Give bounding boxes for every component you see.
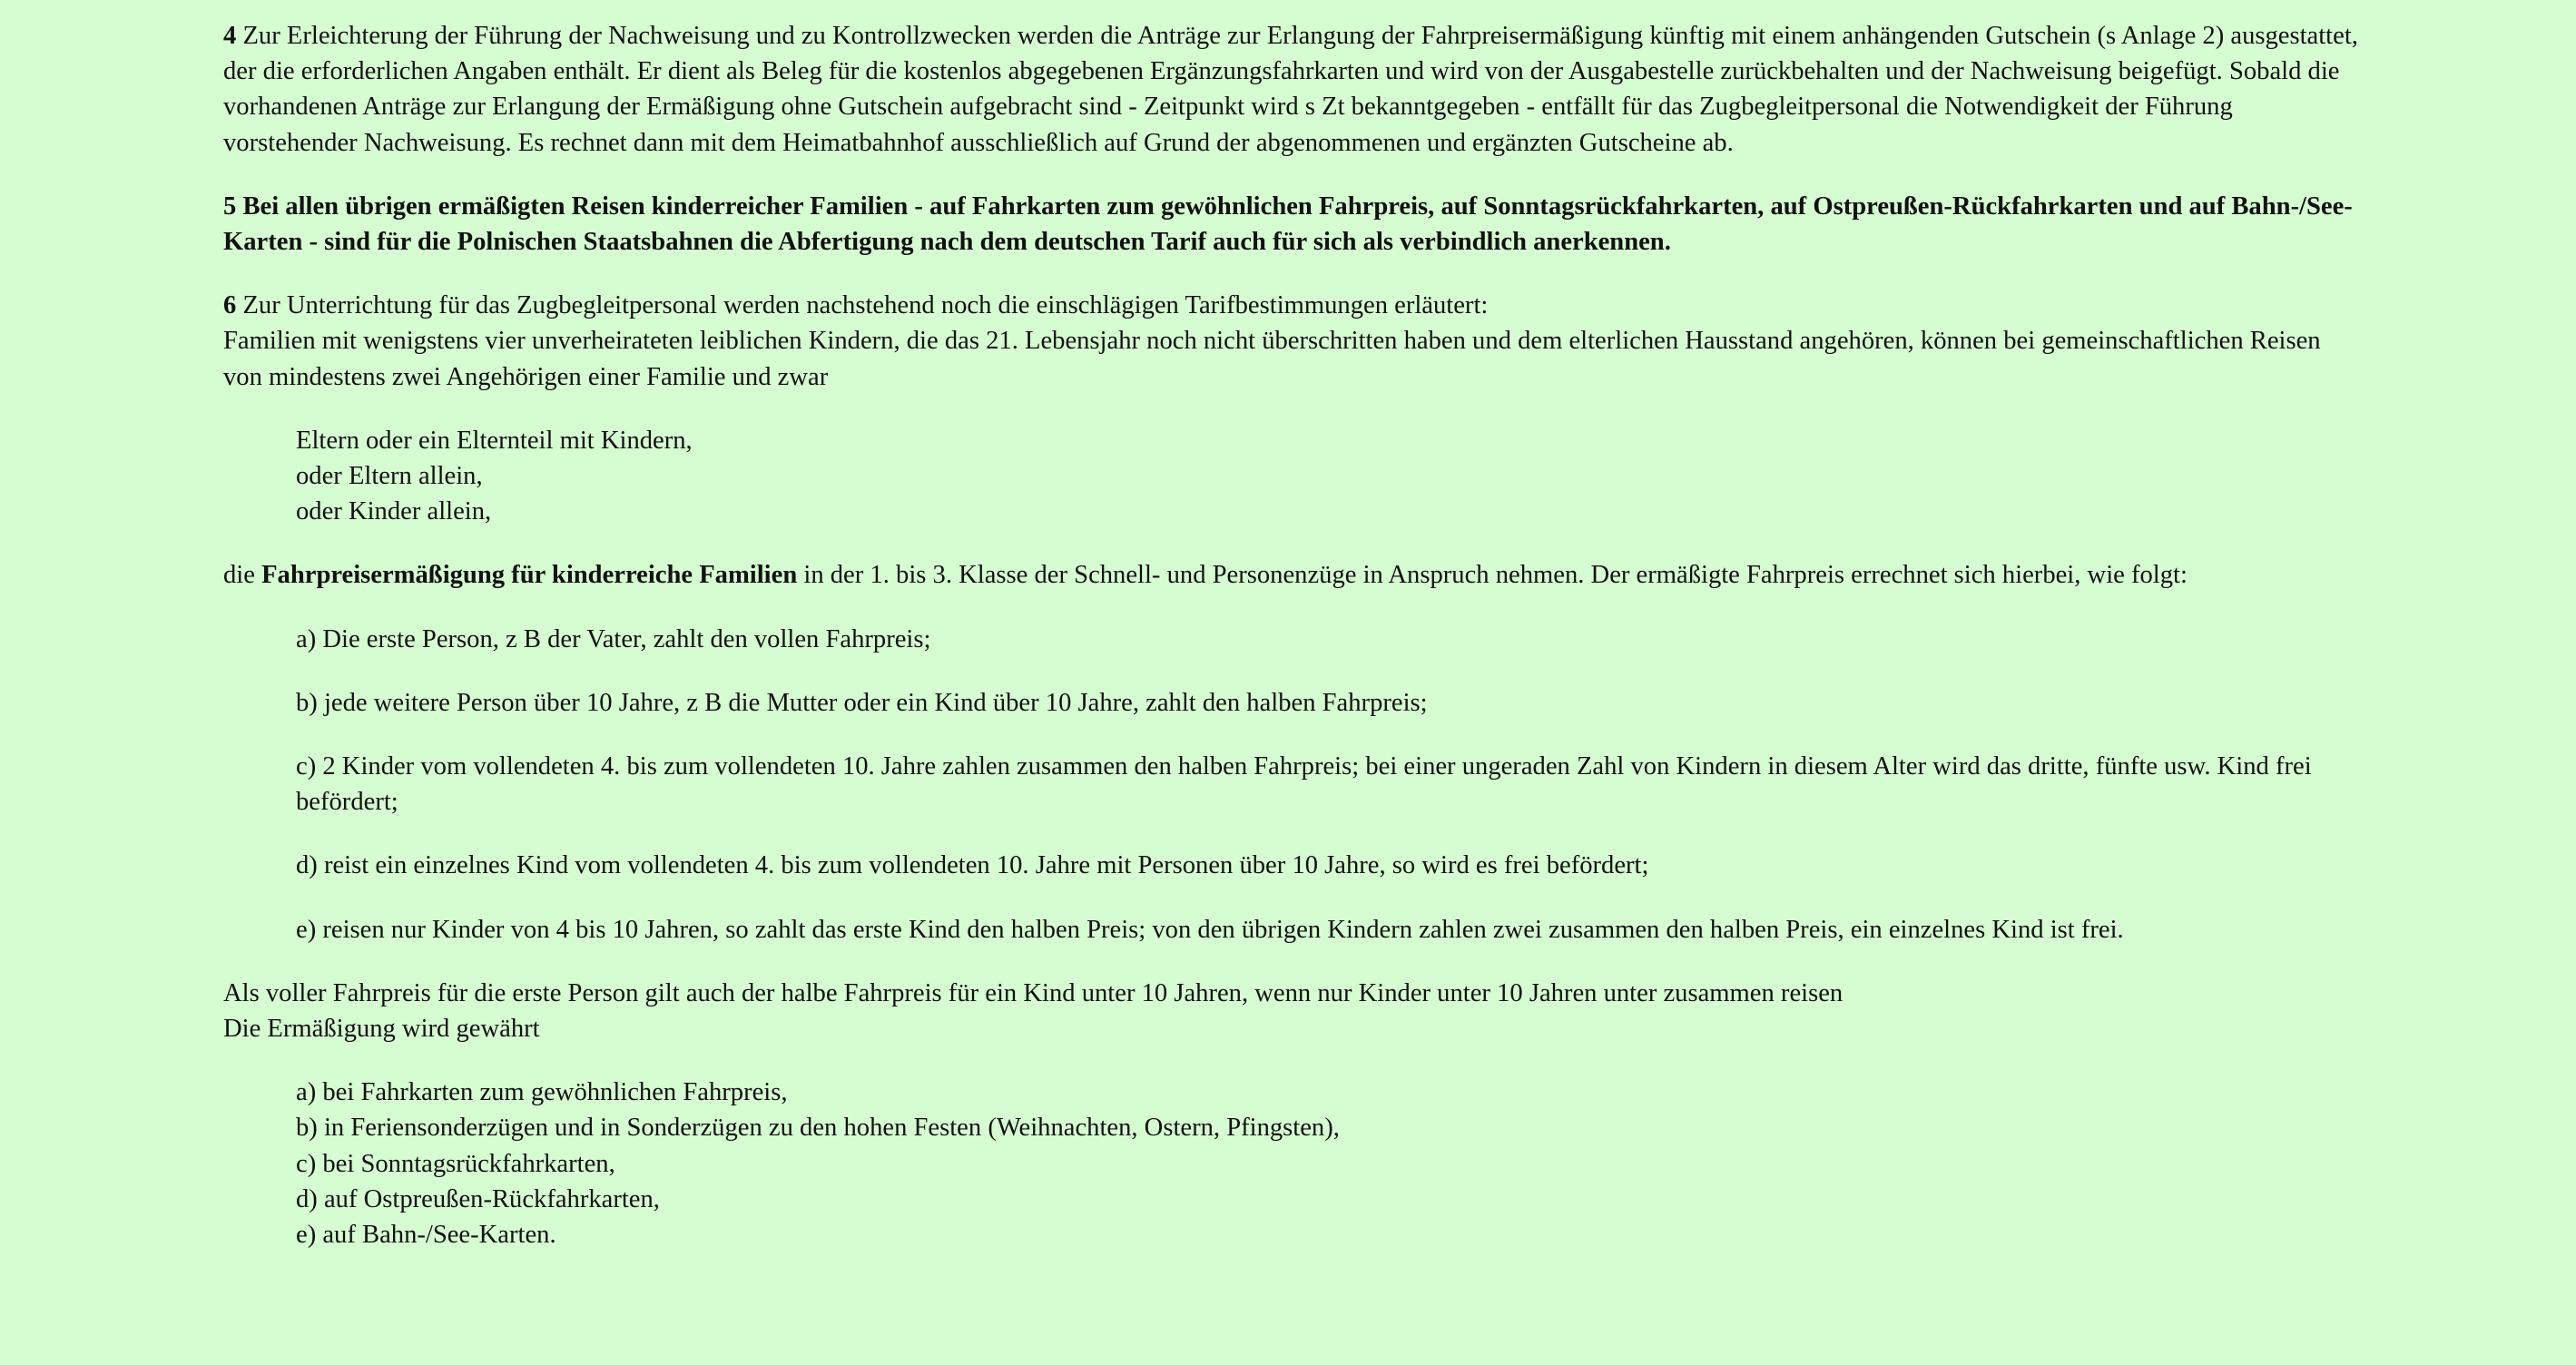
document-page <box>223 18 2365 1252</box>
fare-rule-item: a) Die erste Person, z B der Vater, zahlt den vollen Fahrpreis; <box>296 624 931 653</box>
claim-prefix: die <box>223 561 255 590</box>
section-5-number: 5 <box>223 191 237 221</box>
section-6-number: 6 <box>223 291 237 320</box>
traveller-group-item: oder Eltern allein, <box>296 462 483 491</box>
granted-intro: Die Ermäßigung wird gewährt <box>223 1015 540 1044</box>
fare-rule-item: c) 2 Kinder vom vollendeten 4. bis zum vollendeten 10. Jahre zahlen zusammen den halben Fahrpreis; bei einer ungeraden Zahl von Kindern in diesem Alter wird das dritte, fünfte usw. Kind frei befördert; <box>296 752 2312 817</box>
granted-list <box>223 1075 2365 1252</box>
fare-rule-item: e) reisen nur Kinder von 4 bis 10 Jahren, so zahlt das erste Kind den halben Preis; von den übrigen Kindern zahlen zwei zusammen den halben Preis, ein einzelnes Kind ist frei. <box>296 915 2124 944</box>
traveller-group-item: Eltern oder ein Elternteil mit Kindern, <box>296 426 693 455</box>
granted-item: b) in Feriensonderzügen und in Sonderzügen zu den hohen Festen (Weihnachten, Ostern, Pfingsten), <box>296 1114 1340 1143</box>
full-fare-text: Als voller Fahrpreis für die erste Person gilt auch der halbe Fahrpreis für ein Kind unter 10 Jahren, wenn nur Kinder unter 10 Jahren unter zusammen reisen <box>223 978 1844 1007</box>
section-4-text: Zur Erleichterung der Führung der Nachweisung und zu Kontrollzwecken werden die Anträge zur Erlangung der Fahrpreisermäßigung künftig mit einem anhängenden Gutschein (s Anlage 2) ausgestattet, der die erforderlichen Angaben enthält. Er dient als Beleg für die kostenlos abgegebenen Ergänzungsfahrkarten und wird von der Ausgabestelle zurückbehalten und der Nachweisung beigefügt. Sobald die vorhandenen Anträge zur Erlangung der Ermäßigung ohne Gutschein aufgebracht sind - Zeitpunkt wird s Zt bekanntgegeben - entfällt für das Zugbegleitpersonal die Notwendigkeit der Führung vorstehender Nachweisung. Es rechnet dann mit dem Heimatbahnhof ausschließlich auf Grund der abgenommenen und ergänzten Gutscheine ab. <box>223 22 2358 157</box>
granted-item: a) bei Fahrkarten zum gewöhnlichen Fahrpreis, <box>296 1078 788 1107</box>
section-5-text: Bei allen übrigen ermäßigten Reisen kinderreicher Familien - auf Fahrkarten zum gewöhnlichen Fahrpreis, auf Sonntagsrückfahrkarten, auf Ostpreußen-Rückfahrkarten und auf Bahn-/See-Karten - sind für die Polnischen Staatsbahnen die Abfertigung nach dem deutschen Tarif auch für sich als verbindlich anerkennen. <box>223 191 2353 257</box>
section-6 <box>223 288 2365 395</box>
section-6-families: Familien mit wenigstens vier unverheirateten leiblichen Kindern, die das 21. Lebensjahr noch nicht überschritten haben und dem elterlichen Hausstand angehören, können bei gemeinschaftlichen Reisen von mindestens zwei Angehörigen einer Familie und zwar <box>223 327 2321 391</box>
claim-paragraph <box>223 557 2365 593</box>
granted-item: c) bei Sonntagsrückfahrkarten, <box>296 1149 615 1178</box>
granted-item: e) auf Bahn-/See-Karten. <box>296 1221 556 1250</box>
section-6-intro: Zur Unterrichtung für das Zugbegleitpersonal werden nachstehend noch die einschlägigen Tarifbestimmungen erläutert: <box>242 291 1489 320</box>
claim-bold: Fahrpreisermäßigung für kinderreiche Familien <box>261 561 798 590</box>
section-5 <box>223 189 2365 260</box>
section-6-intro-line <box>223 288 2365 323</box>
fare-rule-item: d) reist ein einzelnes Kind vom vollendeten 4. bis zum vollendeten 10. Jahre mit Personen über 10 Jahre, so wird es frei befördert; <box>296 851 1649 880</box>
fare-rules <box>223 622 2365 948</box>
section-4 <box>223 18 2365 161</box>
traveller-group-item: oder Kinder allein, <box>296 497 492 526</box>
full-fare-paragraph <box>223 976 2365 1046</box>
fare-rule-item: b) jede weitere Person über 10 Jahre, z B die Mutter oder ein Kind über 10 Jahre, zahlt den halben Fahrpreis; <box>296 688 1428 717</box>
claim-suffix: in der 1. bis 3. Klasse der Schnell- und Personenzüge in Anspruch nehmen. Der ermäßigte Fahrpreis errechnet sich hierbei, wie folgt: <box>803 561 2188 590</box>
granted-item: d) auf Ostpreußen-Rückfahrkarten, <box>296 1184 660 1213</box>
traveller-groups <box>223 423 2365 530</box>
section-4-number: 4 <box>223 22 237 50</box>
